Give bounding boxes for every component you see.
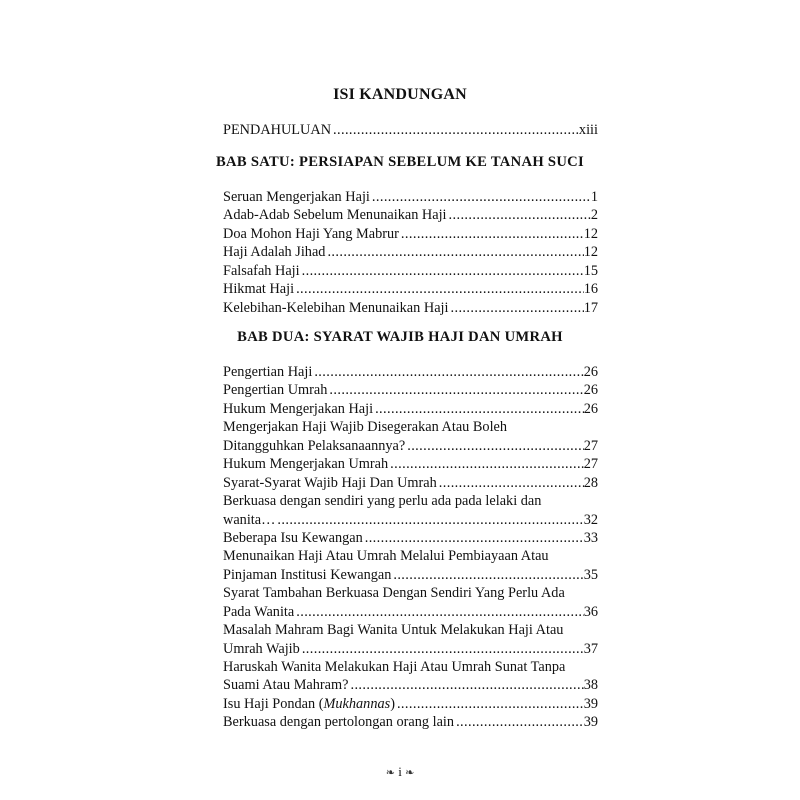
chapter-heading: BAB SATU: PERSIAPAN SEBELUM KE TANAH SUCI xyxy=(215,154,584,170)
toc-row xyxy=(223,455,598,473)
toc-entry[interactable] xyxy=(223,262,598,280)
entry-title-text: Kelebihan-Kelebihan Menunaikan Haji xyxy=(223,299,449,316)
entry-page: 12 xyxy=(583,225,598,242)
entry-title xyxy=(223,206,447,224)
ornament-left-icon: ❧ xyxy=(385,767,395,779)
dot-leader xyxy=(348,676,583,694)
entry-title xyxy=(223,363,312,381)
toc-row xyxy=(223,225,598,243)
dot-leader xyxy=(405,437,583,455)
entry-title xyxy=(223,676,348,694)
entry-title-text: Umrah Wajib xyxy=(223,640,300,657)
entry-title-text: Haji Adalah Jihad xyxy=(223,244,326,261)
ornament-right-icon: ❧ xyxy=(405,767,415,779)
entry-page: 39 xyxy=(583,695,598,712)
entry-title-line1: Masalah Mahram Bagi Wanita Untuk Melakukan Haji Atau xyxy=(223,622,564,639)
entry-page: 26 xyxy=(583,400,598,417)
page-number: i xyxy=(398,764,402,779)
entry-title xyxy=(223,299,449,317)
entry-title-text: Hukum Mengerjakan Umrah xyxy=(223,456,389,473)
entry-title-text: Falsafah Haji xyxy=(223,262,300,279)
entry-title-text: Doa Mohon Haji Yang Mabrur xyxy=(223,225,399,242)
dot-leader xyxy=(300,262,584,280)
toc-row xyxy=(223,529,598,547)
toc-entry[interactable] xyxy=(223,584,598,621)
toc-row xyxy=(223,299,598,317)
entry-page: 26 xyxy=(583,382,598,399)
toc-entry[interactable] xyxy=(223,280,598,298)
entry-page: xiii xyxy=(578,122,598,138)
entry-title-text: wanita… xyxy=(223,511,276,528)
entry-title xyxy=(223,437,405,455)
toc-row xyxy=(223,280,598,298)
entry-title xyxy=(223,511,275,529)
toc-entry[interactable] xyxy=(223,299,598,317)
entry-page: 33 xyxy=(583,529,598,546)
toc-entry[interactable] xyxy=(223,547,598,584)
toc-entry[interactable] xyxy=(223,621,598,658)
toc-row xyxy=(223,676,598,694)
entry-page: 26 xyxy=(583,364,598,380)
toc-entry[interactable] xyxy=(223,474,598,492)
dot-leader xyxy=(437,474,584,492)
toc-entry[interactable] xyxy=(223,363,598,381)
toc-entry[interactable] xyxy=(223,225,598,243)
entry-title xyxy=(223,566,391,584)
toc-entry[interactable] xyxy=(223,418,598,455)
entry-page: 35 xyxy=(583,566,598,583)
dot-leader xyxy=(399,225,584,243)
entry-title xyxy=(223,243,325,261)
entry-title xyxy=(223,188,370,206)
entry-page: 12 xyxy=(583,244,598,261)
dot-leader xyxy=(275,511,583,529)
entry-title xyxy=(223,695,395,713)
entry-page: 28 xyxy=(583,474,598,491)
dot-leader xyxy=(294,603,583,621)
page-footer xyxy=(0,764,800,780)
entry-page: 2 xyxy=(590,207,598,224)
entry-title xyxy=(223,225,399,243)
entry-title-text: Syarat-Syarat Wajib Haji Dan Umrah xyxy=(223,474,437,491)
toc-entry[interactable] xyxy=(223,695,598,713)
toc-row xyxy=(223,695,598,713)
toc-row xyxy=(223,640,598,658)
entry-title-line1: Haruskah Wanita Melakukan Haji Atau Umrah Sunat Tanpa xyxy=(223,659,566,675)
chapter-heading: BAB DUA: SYARAT WAJIB HAJI DAN UMRAH xyxy=(237,329,563,345)
toc-row xyxy=(223,381,598,399)
toc-row xyxy=(223,188,598,206)
toc-entry[interactable] xyxy=(223,243,598,261)
toc-row xyxy=(223,262,598,280)
toc-row xyxy=(223,437,598,455)
entry-title xyxy=(223,474,437,492)
dot-leader xyxy=(325,243,583,261)
entry-page: 17 xyxy=(583,299,598,316)
toc-entry[interactable] xyxy=(223,529,598,547)
entry-title-text: Hikmat Haji xyxy=(223,281,295,298)
entry-page: 32 xyxy=(583,511,598,528)
dot-leader xyxy=(391,566,583,584)
entry-title xyxy=(223,381,327,399)
entry-title-text: Isu Haji Pondan ( xyxy=(223,695,324,712)
entry-title-text: Beberapa Isu Kewangan xyxy=(223,529,363,546)
entry-page: 39 xyxy=(583,714,598,731)
dot-leader xyxy=(447,206,591,224)
dot-leader xyxy=(331,121,579,139)
entry-title-text: Suami Atau Mahram? xyxy=(223,677,349,694)
toc-row xyxy=(223,206,598,224)
entry-title xyxy=(223,640,300,658)
dot-leader xyxy=(300,640,584,658)
entry-page: 38 xyxy=(583,677,598,694)
entry-page: 37 xyxy=(583,640,598,657)
entry-page: 1 xyxy=(590,189,598,205)
entry-title-text: Ditangguhkan Pelaksanaannya? xyxy=(223,437,406,454)
toc-entry[interactable] xyxy=(223,381,598,399)
toc-row xyxy=(223,400,598,418)
dot-leader xyxy=(327,381,583,399)
toc-entry[interactable] xyxy=(223,455,598,473)
entry-title-line1: Berkuasa dengan sendiri yang perlu ada pada lelaki dan xyxy=(223,493,542,510)
entry-title xyxy=(223,400,373,418)
entry-page: 36 xyxy=(583,603,598,620)
entry-title-text: Pengertian Haji xyxy=(223,364,313,380)
intro-entry[interactable] xyxy=(223,121,598,139)
entry-title xyxy=(223,280,294,298)
entry-page: 27 xyxy=(583,437,598,454)
toc-row xyxy=(223,511,598,529)
toc-entry[interactable] xyxy=(223,188,598,206)
entry-title xyxy=(223,455,388,473)
entry-title-line1: Menunaikan Haji Atau Umrah Melalui Pembiayaan Atau xyxy=(223,548,549,565)
entry-title-text: Pada Wanita xyxy=(223,603,295,620)
entry-title-text: Adab-Adab Sebelum Menunaikan Haji xyxy=(223,207,447,224)
toc-row xyxy=(223,603,598,621)
entry-title xyxy=(223,603,294,621)
entry-title-line1: Mengerjakan Haji Wajib Disegerakan Atau Boleh xyxy=(223,419,508,436)
dot-leader xyxy=(395,695,584,713)
entry-title-text: Berkuasa dengan pertolongan orang lain xyxy=(223,714,455,731)
entry-page: 16 xyxy=(583,281,598,298)
entry-title xyxy=(223,262,300,280)
toc-row xyxy=(223,713,598,731)
toc-entry[interactable] xyxy=(223,713,598,731)
page-title: ISI KANDUNGAN xyxy=(333,86,467,103)
dot-leader xyxy=(363,529,584,547)
toc-row xyxy=(223,363,598,381)
dot-leader xyxy=(449,299,584,317)
entry-title xyxy=(223,529,363,547)
entry-title-text: Pinjaman Institusi Kewangan xyxy=(223,566,392,583)
entry-title-italic: Mukhannas xyxy=(323,695,391,712)
dot-leader xyxy=(454,713,584,731)
entry-page: 15 xyxy=(583,262,598,279)
dot-leader xyxy=(370,188,591,206)
toc-entry[interactable] xyxy=(223,400,598,418)
dot-leader xyxy=(294,280,584,298)
entry-title: PENDAHULUAN xyxy=(223,122,332,138)
dot-leader xyxy=(312,363,583,381)
toc-row xyxy=(223,474,598,492)
chapter-1-entries xyxy=(223,188,598,317)
toc-entry[interactable] xyxy=(223,206,598,224)
dot-leader xyxy=(373,400,584,418)
dot-leader xyxy=(388,455,584,473)
entry-title-after: ) xyxy=(390,695,395,712)
toc-entry[interactable] xyxy=(223,658,598,695)
entry-title-text: Seruan Mengerjakan Haji xyxy=(223,189,370,205)
toc-entry[interactable] xyxy=(223,492,598,529)
entry-title-line1: Syarat Tambahan Berkuasa Dengan Sendiri Yang Perlu Ada xyxy=(223,585,565,602)
toc-row xyxy=(223,243,598,261)
entry-title xyxy=(223,713,454,731)
chapter-2-entries xyxy=(223,363,598,732)
toc-row xyxy=(223,566,598,584)
entry-title-text: Hukum Mengerjakan Haji xyxy=(223,400,374,417)
entry-title-text: Pengertian Umrah xyxy=(223,382,328,399)
entry-page: 27 xyxy=(583,456,598,473)
